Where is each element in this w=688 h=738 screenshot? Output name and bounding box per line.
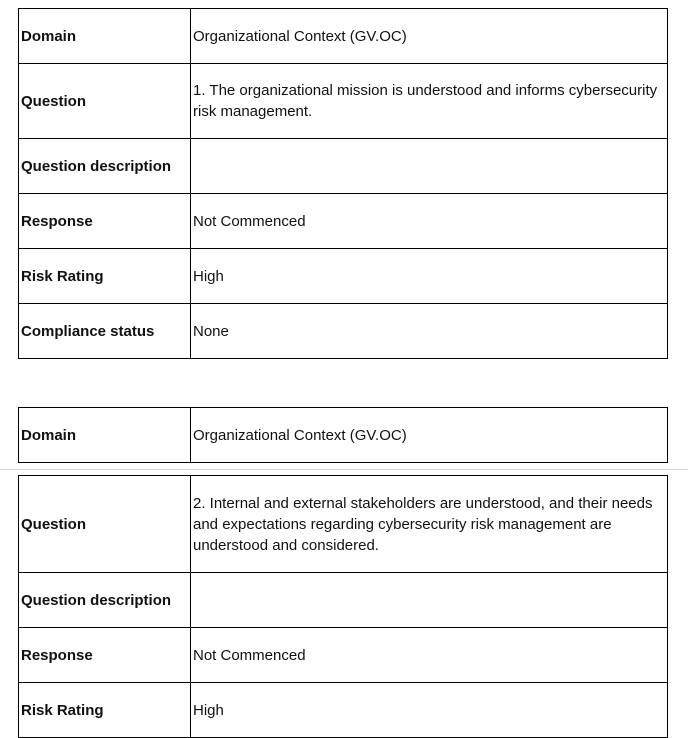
table-row bbox=[19, 683, 668, 738]
row-value: Not Commenced bbox=[191, 194, 668, 249]
table-row bbox=[19, 304, 668, 359]
row-label: Question description bbox=[19, 573, 191, 628]
table-row bbox=[19, 476, 668, 573]
table-row bbox=[19, 139, 668, 194]
assessment-table-2-header bbox=[18, 407, 668, 463]
row-label: Risk Rating bbox=[19, 683, 191, 738]
assessment-table-2 bbox=[18, 475, 668, 738]
table-row bbox=[19, 64, 668, 139]
table-row bbox=[19, 194, 668, 249]
row-value: 1. The organizational mission is understood and informs cybersecurity risk management. bbox=[191, 64, 668, 139]
row-label: Question bbox=[19, 64, 191, 139]
table-row bbox=[19, 573, 668, 628]
row-label: Domain bbox=[19, 9, 191, 64]
row-value bbox=[191, 573, 668, 628]
table-row bbox=[19, 408, 668, 463]
row-value: 2. Internal and external stakeholders are understood, and their needs and expectations regarding cybersecurity risk management are understood and considered. bbox=[191, 476, 668, 573]
row-label: Question bbox=[19, 476, 191, 573]
row-label: Question description bbox=[19, 139, 191, 194]
row-value: None bbox=[191, 304, 668, 359]
row-value: Organizational Context (GV.OC) bbox=[191, 408, 668, 463]
row-label: Response bbox=[19, 194, 191, 249]
row-label: Response bbox=[19, 628, 191, 683]
table-row bbox=[19, 628, 668, 683]
row-value: High bbox=[191, 683, 668, 738]
row-value: Organizational Context (GV.OC) bbox=[191, 9, 668, 64]
row-label: Domain bbox=[19, 408, 191, 463]
table-row bbox=[19, 249, 668, 304]
row-label: Risk Rating bbox=[19, 249, 191, 304]
row-value: High bbox=[191, 249, 668, 304]
assessment-table-1 bbox=[18, 8, 668, 359]
row-value: Not Commenced bbox=[191, 628, 668, 683]
page-divider bbox=[0, 469, 688, 470]
row-value bbox=[191, 139, 668, 194]
row-label: Compliance status bbox=[19, 304, 191, 359]
table-row bbox=[19, 9, 668, 64]
